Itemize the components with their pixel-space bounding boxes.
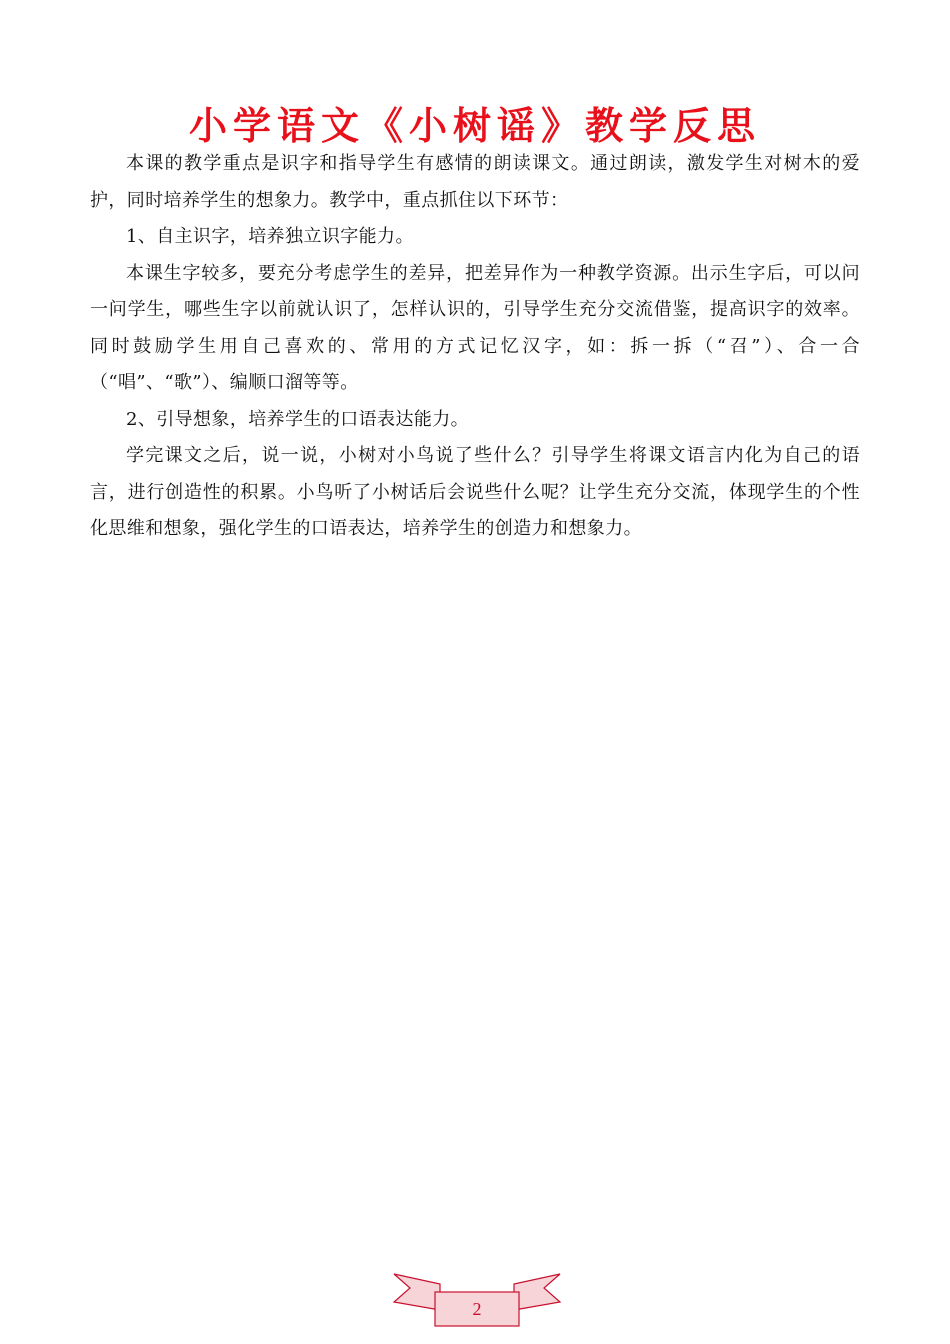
paragraph-section-2-heading: 2、引导想象，培养学生的口语表达能力。 [126,408,470,430]
paragraph-section-1-body: 本课生字较多，要充分考虑学生的差异，把差异作为一种教学资源。出示生字后，可以问一问学生，哪些生字以前就认识了，怎样认识的，引导学生充分交流借鉴，提高识字的效率。同时鼓励学生用自己喜欢的、常用的方式记忆汉字，如：拆一拆（“召”）、合一合（“唱”、“歌”）、编顺口溜等等。 [90,262,860,393]
paragraph-intro: 本课的教学重点是识字和指导学生有感情的朗读课文。通过朗读，激发学生对树木的爱护，同时培养学生的想象力。教学中，重点抓住以下环节： [90,153,860,211]
paragraph-section-1-heading: 1、自主识字，培养独立识字能力。 [126,226,414,247]
paragraph-section-2-body: 学完课文之后，说一说，小树对小鸟说了些什么？引导学生将课文语言内化为自己的语言，进行创造性的积累。小鸟听了小树话后会说些什么呢？让学生充分交流，体现学生的个性化思维和想象，强化学生的口语表达，培养学生的创造力和想象力。 [90,445,860,539]
page-number: 2 [472,1299,482,1319]
document-title: 小学语文《小树谣》教学反思 [188,104,761,148]
document-body [90,146,860,548]
page-footer [392,1270,562,1332]
